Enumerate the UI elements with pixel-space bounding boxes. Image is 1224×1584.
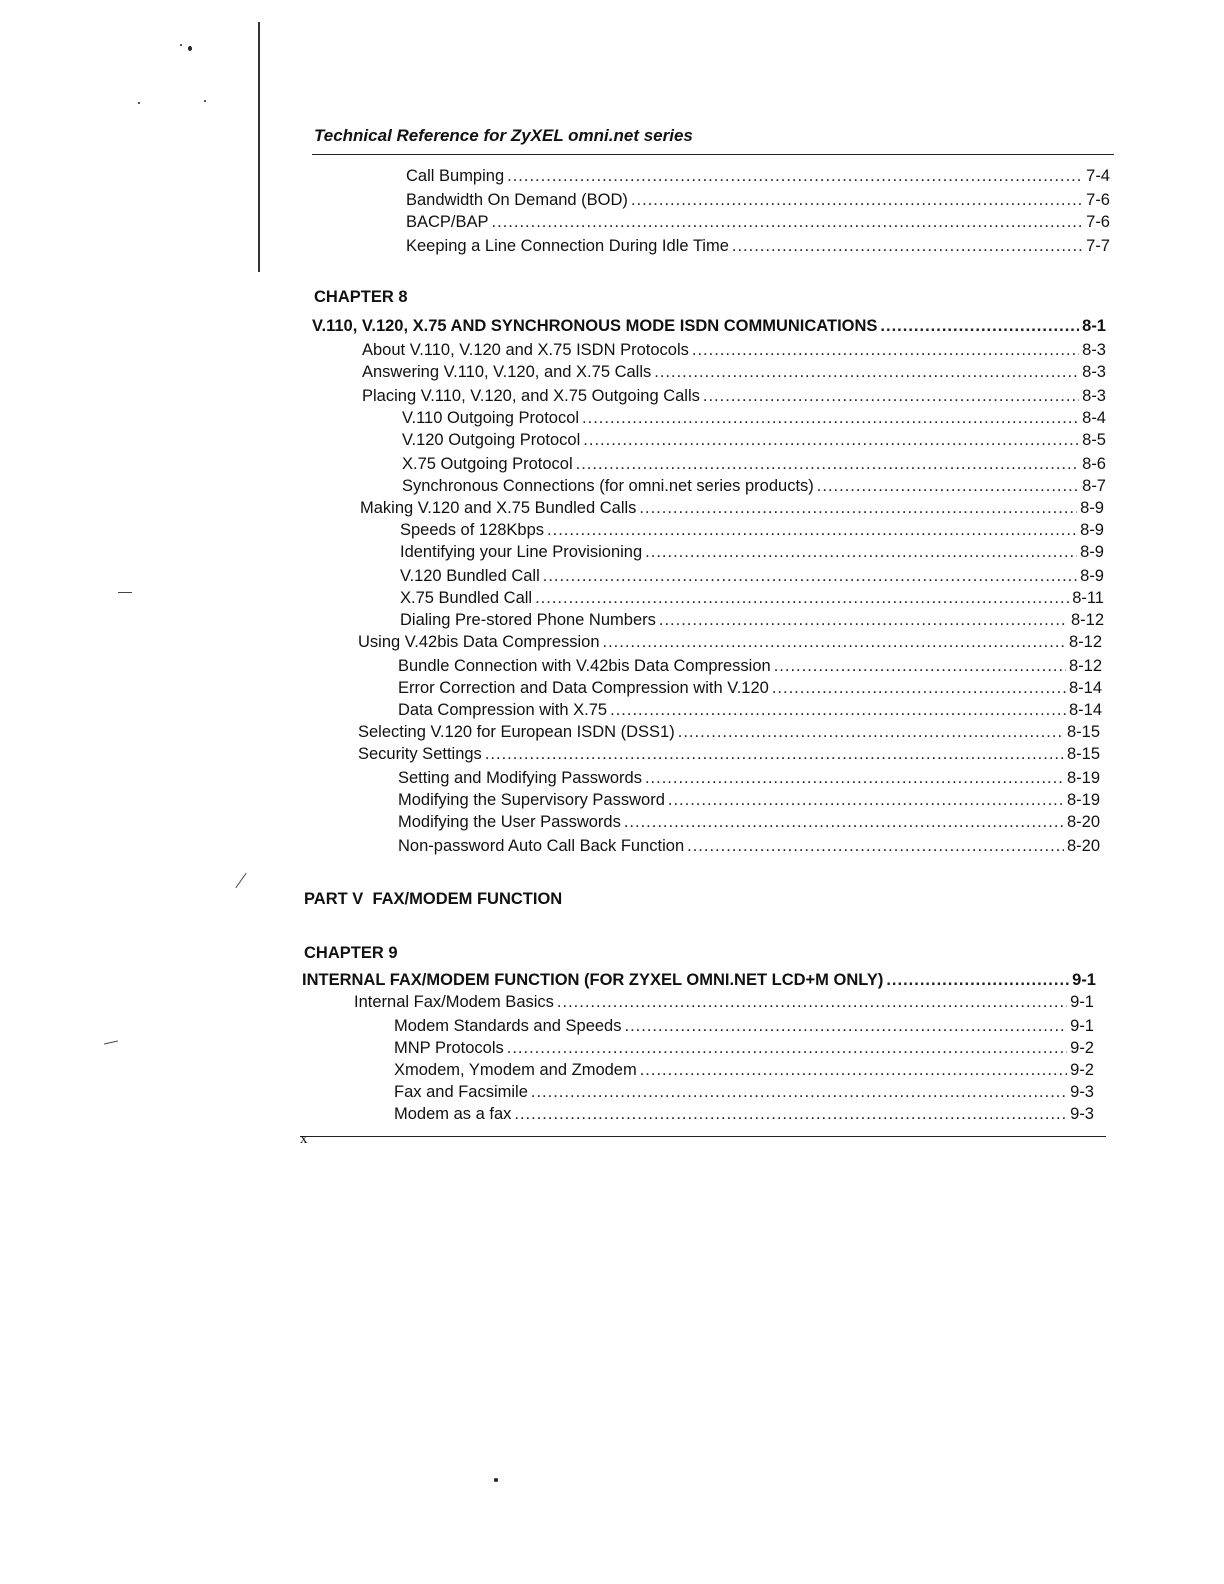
toc-entry: V.120 Outgoing Protocol ..... 8-5 [402, 430, 1106, 450]
toc-entry: Internal Fax/Modem Basics ..... 9-1 [354, 992, 1094, 1012]
scan-speck [188, 46, 192, 51]
scan-speck [138, 102, 140, 104]
toc-entry: Bandwidth On Demand (BOD) ..... 7-6 [406, 190, 1110, 210]
toc-entry: Selecting V.120 for European ISDN (DSS1) ..... 8-15 [358, 722, 1100, 742]
page-number: x [300, 1131, 308, 1147]
toc-entry: X.75 Bundled Call ..... 8-11 [400, 588, 1104, 608]
toc-entry: Modem Standards and Speeds ..... 9-1 [394, 1016, 1094, 1036]
toc-entry: About V.110, V.120 and X.75 ISDN Protocols ..... 8-3 [362, 340, 1106, 360]
toc-entry: V.120 Bundled Call ..... 8-9 [400, 566, 1104, 586]
chapter-label: CHAPTER 8 [314, 288, 408, 306]
toc-entry: Non-password Auto Call Back Function ..... 8-20 [398, 836, 1100, 856]
toc-entry: Using V.42bis Data Compression ..... 8-12 [358, 632, 1102, 652]
toc-entry: Modem as a fax ..... 9-3 [394, 1104, 1094, 1124]
scan-speck [180, 44, 182, 46]
toc-entry: Answering V.110, V.120, and X.75 Calls ..... 8-3 [362, 362, 1106, 382]
toc-entry: Making V.120 and X.75 Bundled Calls ..... 8-9 [360, 498, 1104, 518]
toc-entry: Synchronous Connections (for omni.net series products) ..... 8-7 [402, 476, 1106, 496]
toc-entry: Bundle Connection with V.42bis Data Compression ..... 8-12 [398, 656, 1102, 676]
scan-mark [104, 1041, 118, 1045]
scan-speck [494, 1478, 498, 1482]
toc-entry: BACP/BAP ..... 7-6 [406, 212, 1110, 232]
toc-entry: Speeds of 128Kbps ..... 8-9 [400, 520, 1104, 540]
toc-entry: Call Bumping ..... 7-4 [406, 166, 1110, 186]
toc-entry: Data Compression with X.75 ..... 8-14 [398, 700, 1102, 720]
toc-entry: Error Correction and Data Compression with V.120 ..... 8-14 [398, 678, 1102, 698]
toc-entry: Xmodem, Ymodem and Zmodem ..... 9-2 [394, 1060, 1094, 1080]
toc-entry: Keeping a Line Connection During Idle Time ..... 7-7 [406, 236, 1110, 256]
scan-mark [118, 592, 132, 593]
chapter-title-entry: INTERNAL FAX/MODEM FUNCTION (FOR ZYXEL OMNI.NET LCD+M ONLY) ..... 9-1 [302, 970, 1096, 990]
toc-entry: Placing V.110, V.120, and X.75 Outgoing Calls ..... 8-3 [362, 386, 1106, 406]
toc-entry: Fax and Facsimile ..... 9-3 [394, 1082, 1094, 1102]
chapter-title-entry: V.110, V.120, X.75 AND SYNCHRONOUS MODE ISDN COMMUNICATIONS ..... 8-1 [312, 316, 1106, 336]
toc-entry: Modifying the User Passwords ..... 8-20 [398, 812, 1100, 832]
toc-entry: V.110 Outgoing Protocol ..... 8-4 [402, 408, 1106, 428]
scan-mark [235, 873, 246, 888]
toc-entry: Dialing Pre-stored Phone Numbers ..... 8-12 [400, 610, 1104, 630]
toc-entry: X.75 Outgoing Protocol ..... 8-6 [402, 454, 1106, 474]
scan-speck [204, 100, 206, 102]
part-label: PART V FAX/MODEM FUNCTION [304, 890, 563, 908]
running-header: Technical Reference for ZyXEL omni.net series [314, 126, 693, 145]
footer-rule [300, 1136, 1106, 1137]
toc-entry: MNP Protocols ..... 9-2 [394, 1038, 1094, 1058]
header-rule [312, 154, 1114, 155]
scan-margin-line [258, 22, 260, 272]
toc-entry: Identifying your Line Provisioning ..... 8-9 [400, 542, 1104, 562]
chapter-label: CHAPTER 9 [304, 944, 398, 962]
toc-entry: Security Settings ..... 8-15 [358, 744, 1100, 764]
toc-entry: Modifying the Supervisory Password ..... 8-19 [398, 790, 1100, 810]
toc-entry: Setting and Modifying Passwords ..... 8-19 [398, 768, 1100, 788]
